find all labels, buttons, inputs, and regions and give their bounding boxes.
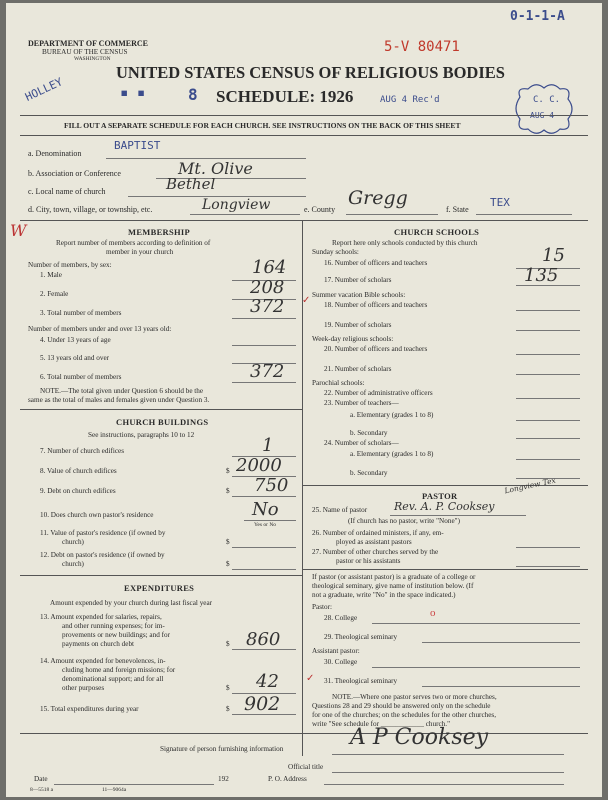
q27-label: 27. Number of other churches served by the — [312, 548, 439, 556]
signature-value: A P Cooksey — [350, 725, 489, 750]
q24a-label: a. Elementary (grades 1 to 8) — [350, 450, 434, 458]
pastor-mid-rule — [302, 569, 588, 570]
q31-line — [422, 686, 580, 687]
schedule-stamp-mark: ▪ ▪ — [120, 85, 146, 101]
q3-value: 372 — [250, 296, 285, 317]
members-by-sex-label: Number of members, by sex: — [28, 261, 112, 269]
q27-label-cont: pastor or his assistants — [336, 557, 401, 565]
q1-label: 1. Male — [40, 271, 62, 279]
summer-schools-label: Summer vacation Bible schools: — [312, 291, 406, 299]
serial-number-stamp: 5-V 80471 — [384, 39, 460, 55]
q14-dollar: $ — [226, 684, 230, 692]
association-value: Mt. Olive — [178, 159, 253, 178]
church-name-label: c. Local name of church — [28, 187, 106, 196]
official-title-label: Official title — [288, 763, 324, 771]
membership-heading: MEMBERSHIP — [128, 227, 191, 237]
state-line — [476, 214, 572, 215]
graduate-instructions-1: If pastor (or assistant pastor) is a graduate of a college or — [312, 573, 476, 581]
q2-value: 208 — [250, 277, 285, 298]
q5-label: 5. 13 years old and over — [40, 354, 110, 362]
cc-stamp-badge — [512, 83, 576, 135]
q12-dollar: $ — [226, 560, 230, 568]
margin-check-mark: W — [10, 221, 27, 240]
q11-label-cont: church) — [62, 538, 84, 546]
yes-no-hint: Yes or No — [254, 522, 277, 528]
q6-label: 6. Total number of members — [40, 373, 122, 381]
city-town-value: Longview — [202, 197, 271, 213]
q11-dollar: $ — [226, 538, 230, 546]
q4-label: 4. Under 13 years of age — [40, 336, 111, 344]
form-number: 8—5518 a — [30, 787, 54, 793]
q30-label: 30. College — [324, 658, 358, 666]
membership-note-2: member in your church — [106, 248, 174, 256]
q13-value: 860 — [246, 629, 281, 650]
po-address-line — [324, 784, 564, 785]
assistant-pastor-subheading: Assistant pastor: — [312, 647, 360, 655]
census-schedule-page — [6, 3, 602, 797]
q9-line — [232, 496, 296, 497]
membership-total-note-2: same as the total of males and females given under Question 3. — [28, 396, 210, 404]
date-year: 192 — [218, 775, 229, 783]
pastor-note-2: Questions 28 and 29 should be answered only on the schedule — [312, 702, 491, 710]
q15-value: 902 — [244, 693, 281, 715]
q18-label: 18. Number of officers and teachers — [324, 301, 428, 309]
membership-note-1: Report number of members according to definition of — [56, 239, 211, 247]
q6-line — [232, 382, 296, 383]
state-value: TEX — [490, 196, 510, 209]
received-stamp: AUG 4 Rec'd — [380, 95, 440, 105]
buildings-heading: CHURCH BUILDINGS — [116, 417, 209, 427]
county-line — [346, 214, 438, 215]
holley-stamp: HOLLEY — [23, 75, 65, 104]
q19-line — [516, 330, 580, 331]
q29-line — [422, 642, 580, 643]
pastor-subheading: Pastor: — [312, 603, 332, 611]
signature-line — [332, 754, 564, 755]
q13-label-4: payments on church debt — [62, 640, 135, 648]
expenditures-heading: EXPENDITURES — [124, 583, 195, 593]
official-title-line — [332, 772, 564, 773]
association-label: b. Association or Conference — [28, 169, 121, 178]
q13-label-2: and other running expenses; for im- — [62, 622, 165, 630]
membership-bottom-rule — [20, 409, 302, 410]
pastor-heading: PASTOR — [422, 491, 458, 501]
schedule-number: 8 — [188, 85, 198, 104]
q10-label: 10. Does church own pastor's residence — [40, 511, 154, 519]
q11-line — [232, 547, 296, 548]
q25-note: (If church has no pastor, write "None") — [348, 517, 460, 525]
expenditures-instructions: Amount expended by your church during last fiscal year — [50, 599, 213, 607]
q25-label: 25. Name of pastor — [312, 506, 368, 514]
q1-value: 164 — [252, 257, 287, 278]
q20-label: 20. Number of officers and teachers — [324, 345, 428, 353]
q14-label-2: cluding home and foreign missions; for — [62, 666, 176, 674]
q21-label: 21. Number of scholars — [324, 365, 392, 373]
age-groups-label: Number of members under and over 13 years old: — [28, 325, 172, 333]
q28-line — [372, 623, 580, 624]
q23a-label: a. Elementary (grades 1 to 8) — [350, 411, 434, 419]
q7-label: 7. Number of church edifices — [40, 447, 125, 455]
q24a-line — [516, 459, 580, 460]
q2-label: 2. Female — [40, 290, 69, 298]
department-label: DEPARTMENT OF COMMERCE — [28, 39, 149, 48]
q25-value: Rev. A. P. Cooksey — [394, 500, 495, 513]
q3-line — [232, 318, 296, 319]
q22-line — [516, 398, 580, 399]
schools-instructions: Report here only schools conducted by this church — [332, 239, 478, 247]
q24b-label: b. Secondary — [350, 469, 388, 477]
file-code-stamp: 0-1-1-A — [510, 9, 565, 24]
q26-label-cont: ployed as assistant pastors — [336, 538, 412, 546]
graduate-instructions-3: not a graduate, write "No" in the space indicated.) — [312, 591, 456, 599]
graduate-instructions-2: theological seminary, give name of institution below. (If — [312, 582, 474, 590]
city-town-line — [190, 214, 300, 215]
q13-label-3: provements or new buildings; and for — [62, 631, 170, 639]
q28-red-mark: o — [430, 607, 436, 619]
header-rule-bottom — [20, 135, 588, 136]
q17-value: 135 — [524, 265, 559, 286]
q23b-line — [516, 438, 580, 439]
sunday-schools-label: Sunday schools: — [312, 248, 359, 256]
q25-location-note: Longview Tex — [503, 475, 557, 496]
q28-label: 28. College — [324, 614, 358, 622]
pastor-note-1: NOTE.—Where one pastor serves two or more churches, — [332, 693, 497, 701]
city-town-label: d. City, town, village, or township, etc. — [28, 205, 153, 214]
q20-line — [516, 354, 580, 355]
q27-line — [516, 566, 580, 567]
q15-dollar: $ — [226, 705, 230, 713]
q10-line — [244, 520, 296, 521]
separate-church-instruction: FILL OUT A SEPARATE SCHEDULE FOR EACH CHURCH. SEE INSTRUCTIONS ON THE BACK OF THIS SHEET — [64, 121, 461, 130]
date-label: Date — [34, 775, 48, 783]
q26-line — [516, 547, 580, 548]
print-number: 11—9064a — [102, 787, 127, 793]
membership-total-note-1: NOTE.—The total given under Question 6 should be the — [40, 387, 204, 395]
header-rule-top — [20, 115, 588, 116]
q8-dollar: $ — [226, 467, 230, 475]
q30-line — [372, 667, 580, 668]
footer-top-rule — [20, 733, 588, 734]
q8-label: 8. Value of church edifices — [40, 467, 117, 475]
q9-dollar: $ — [226, 487, 230, 495]
q12-line — [232, 569, 296, 570]
q23a-line — [516, 420, 580, 421]
q12-label: 12. Debt on pastor's residence (if owned by — [40, 551, 165, 559]
q9-value: 750 — [254, 475, 289, 496]
county-label: e. County — [304, 205, 336, 214]
q9-label: 9. Debt on church edifices — [40, 487, 116, 495]
date-line — [54, 784, 214, 785]
pastor-note-4: write "See schedule for ____________ church." — [312, 720, 451, 728]
q6-value: 372 — [250, 361, 285, 382]
q4-line — [232, 345, 296, 346]
q12-label-cont: church) — [62, 560, 84, 568]
q10-value: No — [252, 499, 279, 520]
q13-dollar: $ — [226, 640, 230, 648]
q18-line — [516, 310, 580, 311]
q15-label: 15. Total expenditures during year — [40, 705, 139, 713]
q26-label: 26. Number of ordained ministers, if any, em- — [312, 529, 444, 537]
cc-stamp-label: C. C. — [533, 95, 561, 105]
q21-line — [516, 374, 580, 375]
schedule-title: SCHEDULE: 1926 — [216, 87, 354, 106]
q14-label: 14. Amount expended for benevolences, in- — [40, 657, 166, 665]
q14-label-3: denominational support; and for all — [62, 675, 164, 683]
parochial-schools-label: Parochial schools: — [312, 379, 365, 387]
q31-label: 31. Theological seminary — [324, 677, 398, 685]
county-value: Gregg — [348, 187, 408, 209]
buildings-bottom-rule — [20, 575, 302, 576]
q22-label: 22. Number of administrative officers — [324, 389, 433, 397]
q19-label: 19. Number of scholars — [324, 321, 392, 329]
q16-value: 15 — [542, 245, 565, 266]
city-label: WASHINGTON — [74, 56, 111, 62]
q11-label: 11. Value of pastor's residence (if owned by — [40, 529, 166, 537]
q14-value: 42 — [256, 671, 279, 692]
q24-label: 24. Number of scholars— — [324, 439, 399, 447]
q14-label-4: other purposes — [62, 684, 105, 692]
q7-value: 1 — [262, 435, 274, 456]
pastor-note-3: for one of the churches; on the schedules for the other churches, — [312, 711, 497, 719]
weekday-schools-label: Week-day religious schools: — [312, 335, 394, 343]
q25-line — [390, 515, 526, 516]
schools-heading: CHURCH SCHOOLS — [394, 227, 480, 237]
q17-label: 17. Number of scholars — [324, 276, 392, 284]
signature-label: Signature of person furnishing information — [160, 745, 284, 753]
church-name-value: Bethel — [166, 175, 216, 193]
q13-label: 13. Amount expended for salaries, repairs, — [40, 613, 162, 621]
red-tick-mark-2: ✓ — [306, 673, 315, 684]
q23b-label: b. Secondary — [350, 429, 388, 437]
q23-label: 23. Number of teachers— — [324, 399, 399, 407]
bureau-label: BUREAU OF THE CENSUS — [42, 48, 128, 56]
fields-bottom-rule — [20, 220, 588, 221]
denomination-label: a. Denomination — [28, 149, 82, 158]
q3-label: 3. Total number of members — [40, 309, 122, 317]
q16-label: 16. Number of officers and teachers — [324, 259, 428, 267]
buildings-instructions: See instructions, paragraphs 10 to 12 — [88, 431, 195, 439]
form-title: UNITED STATES CENSUS OF RELIGIOUS BODIES — [116, 63, 505, 82]
red-tick-mark: ✓ — [302, 295, 311, 306]
po-address-label: P. O. Address — [268, 775, 307, 783]
q8-value: 2000 — [236, 455, 282, 476]
q29-label: 29. Theological seminary — [324, 633, 398, 641]
state-label: f. State — [446, 205, 469, 214]
denomination-value: BAPTIST — [114, 139, 161, 152]
